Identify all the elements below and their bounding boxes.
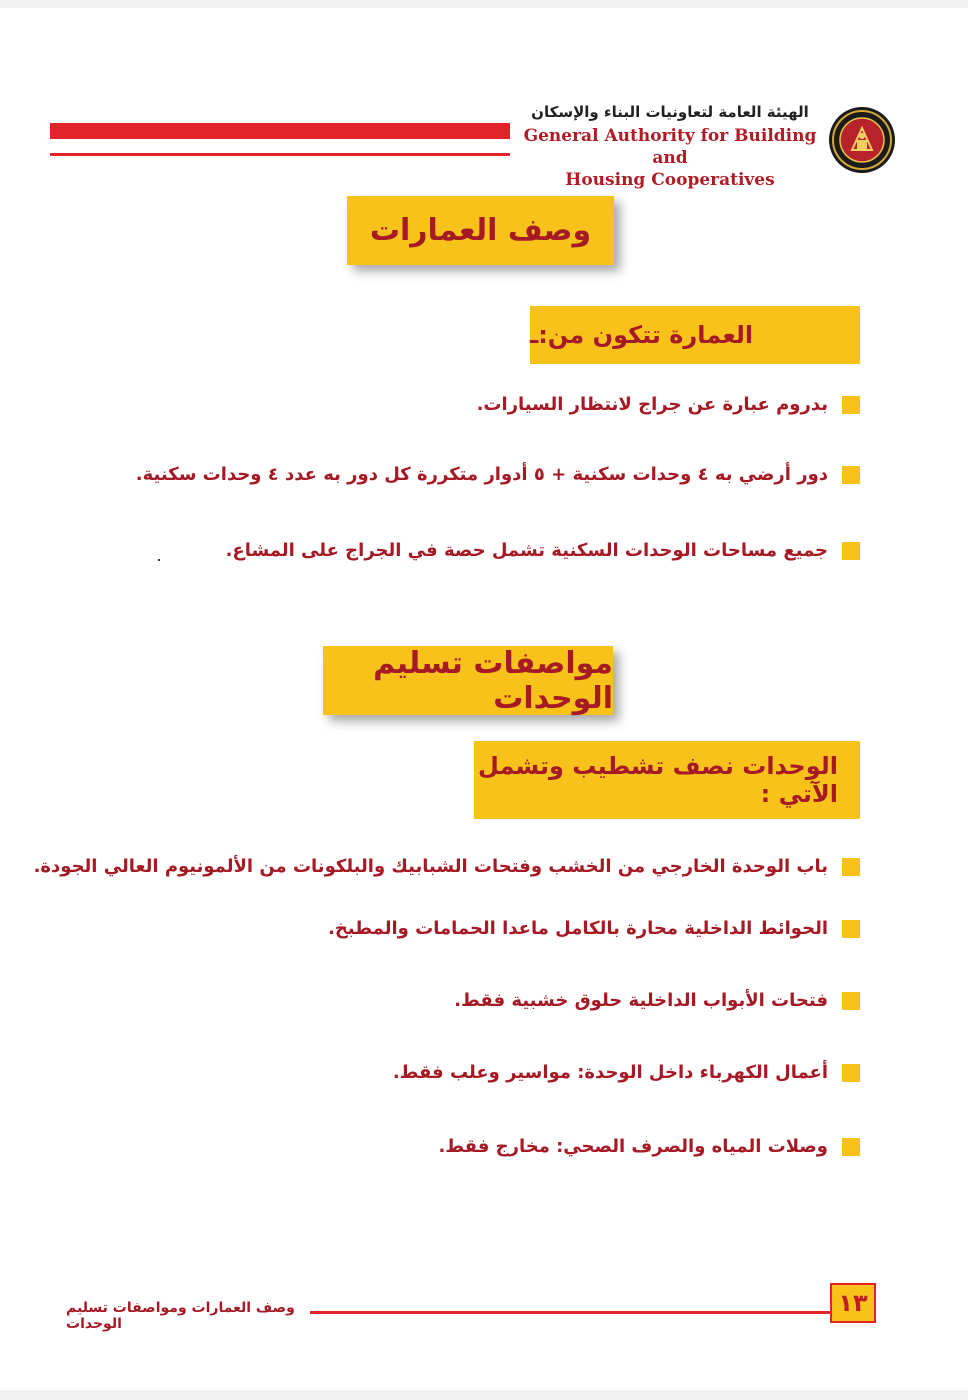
header-red-line — [50, 153, 510, 156]
list-item-text: الحوائط الداخلية محارة بالكامل ماعدا الحمامات والمطبخ. — [327, 918, 828, 939]
list-item — [454, 990, 860, 1011]
section-title-unit-delivery-specs: مواصفات تسليم الوحدات — [323, 646, 613, 715]
bullet-square-icon — [842, 1138, 860, 1156]
bullet-square-icon — [842, 992, 860, 1010]
authority-seal-icon — [828, 106, 896, 174]
bullet-square-icon — [842, 920, 860, 938]
list-item — [34, 856, 860, 877]
list-item-text: فتحات الأبواب الداخلية حلوق خشبية فقط. — [454, 990, 828, 1011]
bullet-square-icon — [842, 542, 860, 560]
list-item — [439, 1136, 860, 1157]
header-arabic-org-name: الهيئة العامة لتعاونيات البناء والإسكان — [531, 103, 809, 121]
header-english-org-line1: General Authority for Building and — [523, 126, 817, 168]
header-org-block — [520, 103, 820, 191]
list-item — [226, 540, 860, 561]
list-item — [477, 394, 860, 415]
header-english-org-line2: Housing Cooperatives — [565, 170, 775, 190]
stray-dot — [158, 559, 160, 561]
list-item-text: جميع مساحات الوحدات السكنية تشمل حصة في الجراج على المشاع. — [225, 540, 828, 561]
section-title-building-description: وصف العمارات — [347, 196, 614, 265]
list-item-text: وصلات المياه والصرف الصحي: مخارج فقط. — [438, 1136, 828, 1157]
bullet-square-icon — [842, 1064, 860, 1082]
list-item — [136, 464, 860, 485]
bullet-square-icon — [842, 466, 860, 484]
list-item — [393, 1062, 860, 1083]
page-number: ١٣ — [830, 1283, 876, 1323]
document-page — [0, 8, 968, 1390]
bullet-square-icon — [842, 858, 860, 876]
list-item-text: بدروم عبارة عن جراج لانتظار السيارات. — [476, 394, 828, 415]
bullet-square-icon — [842, 396, 860, 414]
list-item-text: باب الوحدة الخارجي من الخشب وفتحات الشبابيك والبلكونات من الألمونيوم العالي الجودة. — [33, 856, 828, 877]
section-subtitle-semi-finished-units: الوحدات نصف تشطيب وتشمل الآتي : — [474, 741, 860, 819]
footer-red-line — [310, 1311, 830, 1314]
list-item — [328, 918, 860, 939]
header-red-bar — [50, 123, 510, 139]
list-item-text: دور أرضي به ٤ وحدات سكنية + ٥ أدوار متكررة كل دور به عدد ٤ وحدات سكنية. — [135, 464, 828, 485]
list-item-text: أعمال الكهرباء داخل الوحدة: مواسير وعلب فقط. — [392, 1062, 828, 1083]
footer-caption: وصف العمارات ومواصفات تسليم الوحدات — [66, 1300, 295, 1332]
section-subtitle-building-consists: العمارة تتكون من:ـ — [530, 306, 860, 364]
